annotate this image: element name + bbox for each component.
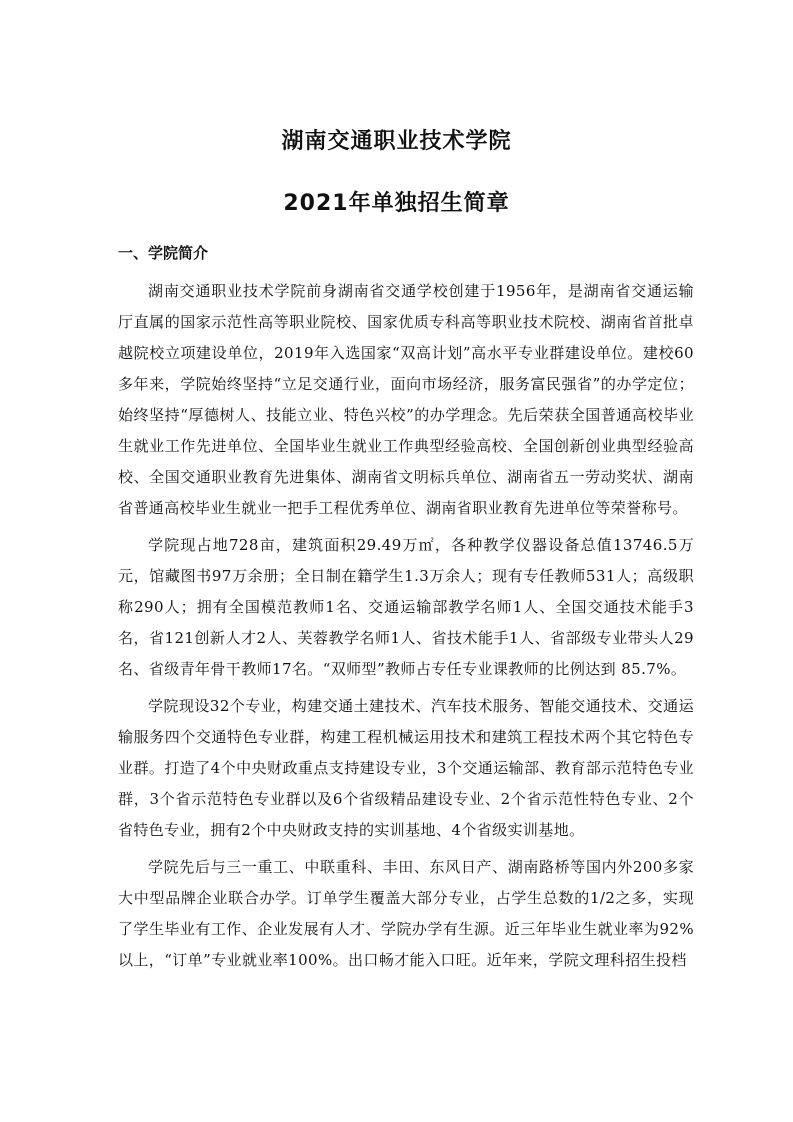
section-heading-college-intro: 一、学院简介: [118, 244, 209, 262]
document-subtitle: 2021年单独招生简章: [283, 191, 510, 216]
section-body: [118, 276, 694, 982]
paragraph-enterprise-partnership: 学院先后与三一重工、中联重科、丰田、东风日产、湖南路桥等国内外200多家大中型品牌企业联合办学。订单学生覆盖大部分专业，占学生总数的1/2之多，实现了学生毕业有工作、企业发展有人才、学院办学有生源。近三年毕业生就业率为92%以上，“订单”专业就业率100%。出口畅才能入口旺。近年来，学院文理科招生投档: [118, 858, 694, 969]
document-title: 湖南交通职业技术学院: [281, 129, 512, 154]
paragraph-campus-facts: 学院现占地728亩，建筑面积29.49万㎡，各种教学仪器设备总值13746.5万元，馆藏图书97万余册；全日制在籍学生1.3万余人；现有专任教师531人；高级职称290人；拥有全国模范教师1名、交通运输部教学名师1人、全国交通技术能手3名，省121创新人才2人、芙蓉教学名师1人、省技术能手1人、省部级专业带头人29名、省级青年骨干教师17名。“双师型”教师占专任专业课教师的比例达到 85.7%。: [118, 536, 694, 678]
paragraph-majors: 学院现设32个专业，构建交通土建技术、汽车技术服务、智能交通技术、交通运输服务四个交通特色专业群，构建工程机械运用技术和建筑工程技术两个其它特色专业群。打造了4个中央财政重点支持建设专业，3个交通运输部、教育部示范特色专业群，3个省示范特色专业群以及6个省级精品建设专业、2个省示范性特色专业、2个省特色专业，拥有2个中央财政支持的实训基地、4个省级实训基地。: [118, 697, 694, 839]
paragraph-history: 湖南交通职业技术学院前身湖南省交通学校创建于1956年，是湖南省交通运输厅直属的国家示范性高等职业院校、国家优质专科高等职业技术院校、湖南省首批卓越院校立项建设单位，2019年入选国家“双高计划”高水平专业群建设单位。建校60多年来，学院始终坚持“立足交通行业，面向市场经济，服务富民强省”的办学定位；始终坚持“厚德树人、技能立业、特色兴校”的办学理念。先后荣获全国普通高校毕业生就业工作先进单位、全国毕业生就业工作典型经验高校、全国创新创业典型经验高校、全国交通职业教育先进集体、湖南省文明标兵单位、湖南省五一劳动奖状、湖南省普通高校毕业生就业一把手工程优秀单位、湖南省职业教育先进单位等荣誉称号。: [118, 282, 694, 517]
